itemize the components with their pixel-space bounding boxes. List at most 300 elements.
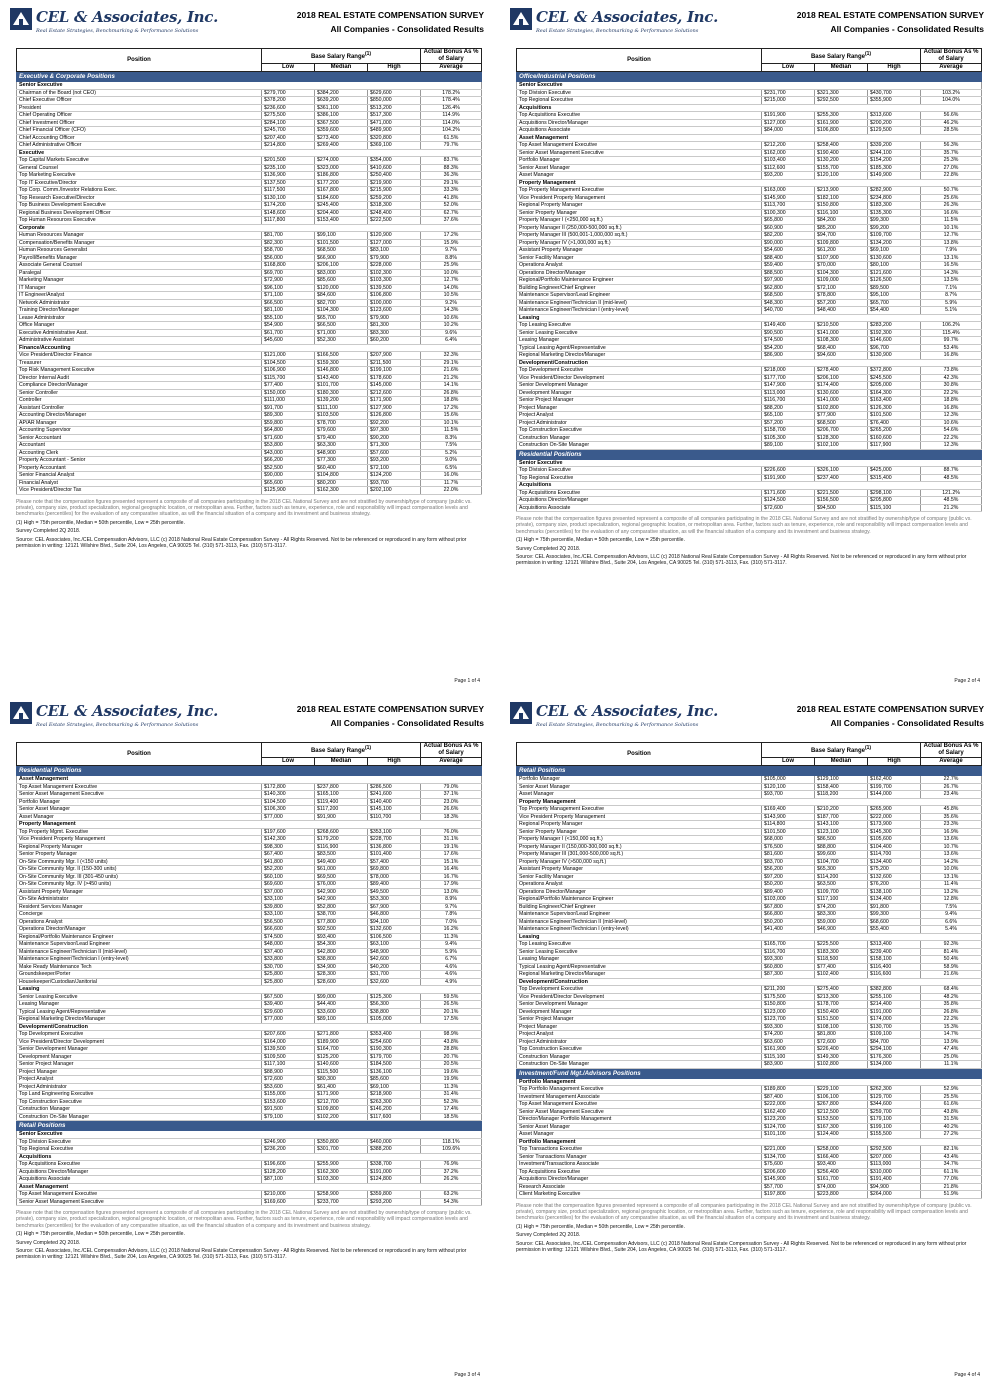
low-cell: $50,200 [762, 918, 815, 926]
high-cell: $125,300 [368, 993, 421, 1001]
position-cell: Administrative Assistant [17, 337, 262, 345]
high-cell: $265,900 [868, 806, 921, 814]
median-cell: $107,900 [815, 254, 868, 262]
median-cell: $93,400 [315, 933, 368, 941]
low-cell: $245,700 [262, 127, 315, 135]
low-cell: $66,500 [262, 299, 315, 307]
table-row [517, 397, 982, 405]
high-cell: $31,700 [368, 971, 421, 979]
low-cell: $54,200 [762, 344, 815, 352]
company-name: CEL & Associates, Inc. [536, 8, 719, 26]
median-cell: $78,700 [315, 419, 368, 427]
page-number: Page 3 of 4 [454, 1372, 480, 1378]
low-cell: $81,700 [262, 232, 315, 240]
low-cell: $145,900 [762, 1176, 815, 1184]
table-row [517, 941, 982, 949]
average-cell: 5.2% [421, 449, 482, 457]
table-row [517, 412, 982, 420]
table-row [517, 1046, 982, 1054]
high-cell: $69,100 [368, 1083, 421, 1091]
position-cell: Acquisitions Director/Manager [517, 497, 762, 505]
average-cell: 11.3% [421, 933, 482, 941]
average-cell: 178.4% [421, 97, 482, 105]
average-cell: 73.8% [921, 367, 982, 375]
high-cell: $75,200 [868, 866, 921, 874]
table-row [17, 269, 482, 277]
low-cell: $137,500 [262, 179, 315, 187]
low-cell: $62,800 [762, 284, 815, 292]
average-cell: 13.6% [921, 836, 982, 844]
table-row [17, 791, 482, 799]
average-cell: 41.8% [421, 194, 482, 202]
low-cell: $128,200 [262, 1168, 315, 1176]
low-cell: $105,300 [762, 434, 815, 442]
low-cell: $89,400 [762, 888, 815, 896]
table-row [17, 1046, 482, 1054]
average-cell: 16.2% [421, 926, 482, 934]
high-cell: $513,200 [368, 104, 421, 112]
position-cell: Office Manager [17, 322, 262, 330]
subsection-title: Senior Executive [17, 82, 482, 90]
table-row [517, 828, 982, 836]
position-cell: Training Director/Manager [17, 307, 262, 315]
subsection-title: Acquisitions [17, 1153, 482, 1161]
position-cell: Chief Administrative Officer [17, 142, 262, 150]
survey-title: 2018 REAL ESTATE COMPENSATION SURVEY [796, 10, 984, 20]
median-cell: $162,300 [315, 1168, 368, 1176]
average-cell: 17.6% [421, 851, 482, 859]
table-row [517, 1101, 982, 1109]
table-row [517, 1153, 982, 1161]
company-name: CEL & Associates, Inc. [36, 702, 219, 720]
low-cell: $93,300 [762, 956, 815, 964]
position-cell: President [17, 104, 262, 112]
table-row [517, 1116, 982, 1124]
low-cell: $106,900 [262, 367, 315, 375]
high-cell: $145,000 [368, 382, 421, 390]
high-cell: $178,600 [368, 374, 421, 382]
table-row [517, 344, 982, 352]
high-cell: $265,200 [868, 427, 921, 435]
median-cell: $213,300 [815, 993, 868, 1001]
position-cell: Senior Asset Management Executive [517, 1108, 762, 1116]
subsection-header [517, 798, 982, 806]
low-cell: $88,500 [762, 269, 815, 277]
high-cell: $121,600 [868, 269, 921, 277]
high-cell: $160,600 [868, 434, 921, 442]
high-cell: $92,200 [368, 419, 421, 427]
position-cell: Senior Asset Manager [517, 783, 762, 791]
median-cell: $166,400 [815, 1153, 868, 1161]
position-cell: Asset Manager [517, 791, 762, 799]
average-cell: 68.4% [921, 986, 982, 994]
average-cell: 11.3% [421, 1083, 482, 1091]
table-row [17, 1001, 482, 1009]
low-cell: $134,700 [762, 1153, 815, 1161]
average-cell: 10.5% [421, 292, 482, 300]
high-cell: $850,000 [368, 97, 421, 105]
high-cell: $91,800 [868, 903, 921, 911]
median-cell: $153,500 [815, 1116, 868, 1124]
high-cell: $124,200 [368, 472, 421, 480]
average-cell: 5.9% [421, 948, 482, 956]
median-cell: $115,500 [315, 1068, 368, 1076]
position-cell: Top Business Development Executive [17, 202, 262, 210]
table-row [517, 1161, 982, 1169]
low-cell: $93,200 [762, 172, 815, 180]
median-cell: $267,800 [815, 1101, 868, 1109]
low-cell: $158,700 [762, 427, 815, 435]
average-cell: 26.7% [921, 783, 982, 791]
high-cell: $127,900 [368, 404, 421, 412]
position-cell: Financial Analyst [17, 479, 262, 487]
position-cell: Development Manager [517, 389, 762, 397]
median-cell: $161,900 [815, 119, 868, 127]
average-cell: 22.8% [921, 172, 982, 180]
median-cell: $212,700 [315, 1098, 368, 1106]
low-cell: $165,700 [762, 941, 815, 949]
table-row [517, 209, 982, 217]
table-row [517, 504, 982, 512]
high-header: High [868, 758, 921, 766]
average-cell: 23.0% [421, 798, 482, 806]
table-row [17, 307, 482, 315]
low-cell: $56,000 [262, 254, 315, 262]
median-cell: $226,400 [815, 1046, 868, 1054]
table-row [17, 329, 482, 337]
high-cell: $106,800 [368, 292, 421, 300]
base-range-header: Base Salary Range$^{(1)}$ [262, 743, 421, 758]
table-row [517, 119, 982, 127]
table-row [17, 464, 482, 472]
average-cell: 48.2% [921, 993, 982, 1001]
median-cell: $52,300 [315, 337, 368, 345]
low-cell: $91,700 [262, 404, 315, 412]
subsection-title: Leasing [517, 314, 982, 322]
position-cell: On-Site Community Mgr. IV (>450 units) [17, 881, 262, 889]
table-row [517, 97, 982, 105]
position-cell: Senior Asset Manager [17, 806, 262, 814]
position-cell: Senior Leasing Executive [517, 329, 762, 337]
median-cell: $94,700 [815, 232, 868, 240]
percentile-legend: (1) High = 75th percentile, Median = 50th percentile, Low = 25th percentile. [516, 537, 685, 544]
low-cell: $103,400 [762, 157, 815, 165]
median-cell: $116,900 [315, 843, 368, 851]
median-cell: $72,100 [815, 284, 868, 292]
table-row [517, 1123, 982, 1131]
position-cell: Maintenance Engineer/Technician II (mid-level) [517, 299, 762, 307]
median-cell: $171,900 [315, 1091, 368, 1099]
subsection-header [17, 821, 482, 829]
average-cell: 14.7% [921, 1031, 982, 1039]
table-row [517, 217, 982, 225]
low-cell: $52,500 [262, 464, 315, 472]
position-cell: Senior Asset Manager [517, 1123, 762, 1131]
average-cell: 13.0% [421, 888, 482, 896]
company-logo-icon [510, 702, 532, 724]
average-cell: 61.6% [921, 1101, 982, 1109]
low-cell: $218,000 [762, 367, 815, 375]
disclaimer-note: Please note that the compensation figures presented represent a composite of all companies participating in the 2018 CEL National Survey and are not stratified by ownership/type of company (public vs. private), company size, product specialization, regional geographic location, or metropolitan area. Further, factors such as tenure, experience, role and responsibility will impact compensation levels and benchmarks (percentiles) for the evaluation of any comparative situation, as will the financial situation of a company and its investment and business strategy. [16, 1210, 472, 1229]
low-cell: $124,500 [762, 497, 815, 505]
average-cell: 23.4% [921, 791, 982, 799]
position-cell: Top Acquisitions Executive [517, 489, 762, 497]
position-cell: Regional/Portfolio Maintenance Engineer [517, 277, 762, 285]
table-row [517, 993, 982, 1001]
high-cell: $179,700 [368, 1053, 421, 1061]
median-cell: $85,200 [815, 224, 868, 232]
median-cell: $128,300 [815, 434, 868, 442]
position-cell: Building Engineer/Chief Engineer [517, 903, 762, 911]
position-cell: Property Manager IV (>500,000 sq.ft.) [517, 858, 762, 866]
low-cell: $246,900 [262, 1138, 315, 1146]
position-cell: Maintenance Engineer/Technician II (mid-level) [17, 948, 262, 956]
position-cell: Top Research Executive/Director [17, 194, 262, 202]
high-cell: $259,700 [868, 1108, 921, 1116]
low-cell: $150,800 [762, 1001, 815, 1009]
section-title: Residential Positions [517, 449, 982, 459]
average-cell: 35.7% [921, 149, 982, 157]
table-row [17, 1113, 482, 1121]
table-row [517, 367, 982, 375]
average-cell: 12.7% [421, 277, 482, 285]
high-cell: $154,200 [868, 157, 921, 165]
high-cell: $103,300 [368, 277, 421, 285]
median-cell: $49,400 [315, 858, 368, 866]
position-cell: Typical Leasing Agent/Representative [517, 344, 762, 352]
low-cell: $123,200 [762, 1116, 815, 1124]
median-cell: $101,700 [315, 382, 368, 390]
position-cell: Chief Operating Officer [17, 112, 262, 120]
low-cell: $98,300 [262, 843, 315, 851]
table-row [17, 112, 482, 120]
position-cell: Groundskeeper/Porter [17, 971, 262, 979]
median-cell: $94,600 [815, 352, 868, 360]
section-title: Retail Positions [517, 766, 982, 776]
average-cell: 8.7% [921, 292, 982, 300]
bonus-header: Actual Bonus As % of Salary [921, 743, 982, 758]
average-cell: 83.7% [421, 157, 482, 165]
low-cell: $142,300 [262, 836, 315, 844]
average-cell: 25.0% [921, 1053, 982, 1061]
table-row [17, 783, 482, 791]
average-cell: 15.3% [921, 1023, 982, 1031]
low-cell: $115,100 [762, 1053, 815, 1061]
low-cell: $175,500 [762, 993, 815, 1001]
table-row [517, 352, 982, 360]
median-cell: $34,900 [315, 963, 368, 971]
average-cell: 23.3% [921, 821, 982, 829]
average-cell: 35.6% [921, 813, 982, 821]
average-cell: 28.5% [921, 127, 982, 135]
median-cell: $120,000 [315, 284, 368, 292]
position-cell: IT Engineer/Analyst [17, 292, 262, 300]
median-cell: $119,400 [315, 798, 368, 806]
table-row [517, 911, 982, 919]
high-cell: $83,300 [368, 329, 421, 337]
high-cell: $173,900 [868, 821, 921, 829]
low-cell: $236,600 [262, 104, 315, 112]
subsection-header [517, 1138, 982, 1146]
table-row [517, 1183, 982, 1191]
median-cell: $103,300 [315, 1176, 368, 1184]
high-cell: $310,000 [868, 1168, 921, 1176]
median-cell: $46,900 [815, 926, 868, 934]
position-cell: Compensation/Benefits Manager [17, 239, 262, 247]
low-cell: $101,100 [762, 1131, 815, 1139]
position-header: Position [517, 49, 762, 72]
high-cell: $130,700 [868, 1023, 921, 1031]
average-cell: 7.0% [421, 918, 482, 926]
average-cell: 27.2% [921, 1131, 982, 1139]
average-cell: 7.5% [921, 903, 982, 911]
position-cell: Senior Asset Management Executive [17, 1198, 262, 1206]
low-cell: $59,400 [762, 262, 815, 270]
low-cell: $56,500 [262, 918, 315, 926]
high-cell: $222,500 [368, 217, 421, 225]
median-cell: $77,800 [315, 918, 368, 926]
median-cell: $180,300 [315, 389, 368, 397]
median-cell: $70,000 [815, 262, 868, 270]
high-cell: $132,600 [868, 873, 921, 881]
average-cell: 48.5% [921, 474, 982, 482]
median-cell: $151,500 [815, 1016, 868, 1024]
average-cell: 40.2% [921, 1123, 982, 1131]
median-header: Median [815, 758, 868, 766]
median-cell: $93,400 [815, 1161, 868, 1169]
table-row [17, 427, 482, 435]
average-cell: 18.8% [421, 397, 482, 405]
table-row [517, 307, 982, 315]
position-cell: Top Leasing Executive [517, 322, 762, 330]
low-cell: $66,200 [262, 457, 315, 465]
median-cell: $162,300 [315, 487, 368, 495]
table-row [517, 866, 982, 874]
average-cell: 31.5% [921, 1116, 982, 1124]
position-cell: Senior Controller [17, 389, 262, 397]
high-cell: $136,800 [368, 843, 421, 851]
position-cell: Acquisitions Director/Manager [517, 1176, 762, 1184]
position-cell: Chief Investment Officer [17, 119, 262, 127]
table-row [517, 474, 982, 482]
median-cell: $177,200 [315, 179, 368, 187]
table-row [17, 389, 482, 397]
table-row [517, 1001, 982, 1009]
high-cell: $38,800 [368, 1008, 421, 1016]
table-row [517, 434, 982, 442]
average-cell: 7.1% [921, 284, 982, 292]
low-cell: $50,200 [762, 881, 815, 889]
table-row [517, 963, 982, 971]
high-cell: $263,300 [368, 1098, 421, 1106]
average-cell: 10.6% [421, 314, 482, 322]
average-cell: 12.3% [921, 412, 982, 420]
low-cell: $65,800 [762, 217, 815, 225]
median-cell: $268,600 [315, 828, 368, 836]
position-cell: Vice President/Director Tax [17, 487, 262, 495]
average-cell: 25.5% [921, 1093, 982, 1101]
median-cell: $65,700 [315, 314, 368, 322]
average-cell: 10.2% [421, 322, 482, 330]
average-cell: 10.1% [921, 224, 982, 232]
high-cell: $219,900 [368, 179, 421, 187]
high-cell: $320,800 [368, 134, 421, 142]
median-cell: $61,200 [815, 247, 868, 255]
table-row [17, 172, 482, 180]
low-cell: $33,100 [262, 896, 315, 904]
table-row [17, 1191, 482, 1199]
high-cell: $115,100 [868, 504, 921, 512]
median-cell: $109,000 [815, 277, 868, 285]
table-row [17, 277, 482, 285]
high-cell: $134,200 [868, 239, 921, 247]
low-cell: $113,700 [762, 202, 815, 210]
table-row [17, 247, 482, 255]
low-cell: $177,700 [762, 374, 815, 382]
average-cell: 17.4% [421, 1106, 482, 1114]
median-cell: $139,200 [315, 397, 368, 405]
table-row [517, 284, 982, 292]
high-cell: $262,300 [868, 1086, 921, 1094]
table-row [17, 314, 482, 322]
subsection-header [517, 179, 982, 187]
position-cell: Top Construction Executive [517, 1046, 762, 1054]
position-cell: Construction Manager [517, 1053, 762, 1061]
subsection-header [17, 986, 482, 994]
table-row [517, 194, 982, 202]
high-cell: $191,000 [368, 1168, 421, 1176]
median-cell: $189,900 [315, 1038, 368, 1046]
high-cell: $286,500 [368, 783, 421, 791]
low-cell: $207,400 [262, 134, 315, 142]
table-row [517, 404, 982, 412]
low-cell: $81,100 [262, 307, 315, 315]
median-cell: $350,800 [315, 1138, 368, 1146]
page-number: Page 2 of 4 [954, 678, 980, 684]
median-cell: $221,500 [815, 489, 868, 497]
high-cell: $106,500 [368, 933, 421, 941]
table-row [17, 956, 482, 964]
table-row [17, 434, 482, 442]
position-cell: Vice President/Director Development [517, 374, 762, 382]
high-cell: $89,500 [868, 284, 921, 292]
low-cell: $93,700 [762, 791, 815, 799]
median-cell: $57,200 [815, 299, 868, 307]
median-cell: $321,300 [815, 89, 868, 97]
table-row [17, 1098, 482, 1106]
position-cell: Property Accountant - Senior [17, 457, 262, 465]
low-header: Low [262, 758, 315, 766]
table-row [17, 97, 482, 105]
high-cell: $315,400 [868, 474, 921, 482]
low-cell: $25,800 [262, 971, 315, 979]
table-row [517, 836, 982, 844]
high-cell: $109,100 [868, 1031, 921, 1039]
table-row [17, 1168, 482, 1176]
median-cell: $213,900 [815, 187, 868, 195]
high-cell: $97,300 [368, 427, 421, 435]
subsection-title: Portfolio Management [517, 1138, 982, 1146]
low-header: Low [262, 64, 315, 72]
position-cell: IT Manager [17, 284, 262, 292]
source-note: Source: CEL Associates, Inc./CEL Compensation Advisors, LLC (c) 2018 National Real Estate Compensation Survey - All Rights Reserved. Not to be referenced or reproduced in any form without prior permission in writing: 12121 Wilshire Blvd., Suite 204, Los Angeles, CA 90025 Tel. (310) 571-3113, Fax. (310) 571-3117. [516, 1240, 967, 1253]
position-cell: Paralegal [17, 269, 262, 277]
table-row [517, 851, 982, 859]
median-cell: $28,600 [315, 978, 368, 986]
survey-title: 2018 REAL ESTATE COMPENSATION SURVEY [296, 704, 484, 714]
median-cell: $71,000 [315, 329, 368, 337]
position-cell: Top Acquisitions Executive [17, 1161, 262, 1169]
